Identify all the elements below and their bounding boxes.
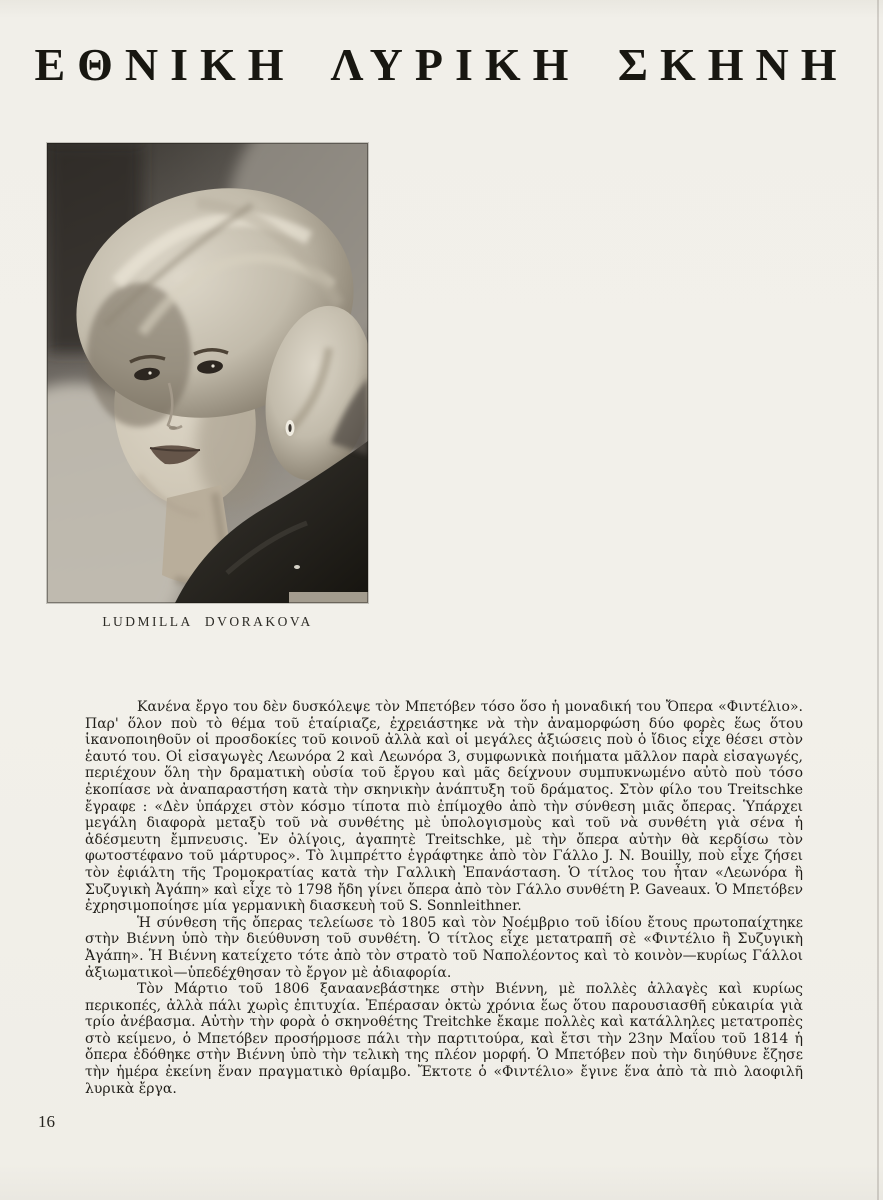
paragraph-1: Κανένα ἔργο του δὲν δυσκόλεψε τὸν Μπετόβεν τόσο ὅσο ἡ μοναδική του Ὄπερα «Φιντέλιο». Παρ' ὅλον ποὺ τὸ θέμα τοῦ ἑταίριαζε, ἐχρειάστηκε νὰ τὴν ἀναμορφώση δύο φορὲς ἕως ὅτου ἱκανοποιηθοῦν οἱ προσδοκίες τοῦ κοινοῦ ἀλλὰ καὶ οἱ μεγάλες ἀξιώσεις ποὺ ὁ ἴδιος εἶχε θέσει στὸν ἑαυτό του. Οἱ εἰσαγωγὲς Λεωνόρα 2 καὶ Λεωνόρα 3, συμφωνικὰ ποιήματα μᾶλλον παρὰ εἰσαγωγές, περιέχουν ὅλη τὴν δραματικὴ οὐσία τοῦ ἔργου καὶ μᾶς δείχνουν συμπυκνωμένο αὐτὸ ποὺ τόσο ἐκοπίασε νὰ ἀναπαραστήση κατὰ τὴν σκηνικὴν ἀνάπτυξη τοῦ δράματος. Στὸν φίλο του Treitschke ἔγραφε : «Δὲν ὑπάρχει στὸν κόσμο τίποτα πιὸ ἐπίμοχθο ἀπὸ τὴν σύνθεση μιᾶς ὄπερας. Ὑπάρχει μεγάλη διαφορὰ μεταξὺ τοῦ νὰ συνθέτης μὲ ὑπολογισμοὺς καὶ τοῦ νὰ συνθέτη γιὰ σένα ἡ ἀδέσμευτη ἔμπνευσις. Ἐν ὀλίγοις, ἀγαπητὲ Treitschke, μὲ τὴν ὄπερα αὐτὴν θὰ κερδίσω τὸν φωτοστέφανο τοῦ μάρτυρος». Τὸ λιμπρέττο ἐγράφτηκε ἀπὸ τὸν Γάλλο J. N. Bouilly, ποὺ εἶχε ζήσει τὸν ἐφιάλτη τῆς Τρομοκρατίας κατὰ τὴν Γαλλικὴ Ἐπανάσταση. Ὁ τίτλος του ἦταν «Λεωνόρα ἢ Συζυγικὴ Ἀγάπη» καὶ εἶχε τὸ 1798 ἤδη γίνει ὄπερα ἀπὸ τὸν Γάλλο συνθέτη P. Gaveaux. Ὁ Μπετόβεν ἐχρησιμοποίησε μία γερμανικὴ διασκευὴ τοῦ S. Sonnleithner. [85, 699, 803, 915]
earring-shape [286, 420, 295, 436]
portrait-figure [47, 143, 368, 630]
paragraph-2: Ἡ σύνθεση τῆς ὄπερας τελείωσε τὸ 1805 καὶ τὸν Νοέμβριο τοῦ ἰδίου ἔτους πρωτοπαίχτηκε στὴν Βιέννη ὑπὸ τὴν διεύθυνση τοῦ συνθέτη. Ὁ τίτλος εἶχε μετατραπῆ σὲ «Φιντέλιο ἢ Συζυγικὴ Ἀγάπη». Ἡ Βιέννη κατείχετο τότε ἀπὸ τὸν στρατὸ τοῦ Ναπολέοντος καὶ τὸ κοινὸν—κυρίως Γάλλοι ἀξιωματικοὶ—ὑπεδέχθησαν τὸ ἔργον μὲ ἀδιαφορία. [85, 914, 803, 981]
portrait-caption: LUDMILLA DVORAKOVA [102, 614, 313, 629]
paragraph-3: Τὸν Μάρτιο τοῦ 1806 ξαναανεβάστηκε στὴν Βιέννη, μὲ πολλὲς ἀλλαγὲς καὶ κυρίως περικοπές, ἀλλὰ πάλι χωρὶς ἐπιτυχία. Ἐπέρασαν ὀκτὼ χρόνια ἕως ὅτου παρουσιασθῆ εὐκαιρία γιὰ τρίο ἀνέβασμα. Αὐτὴν τὴν φορὰ ὁ σκηνοθέτης Treitchke ἔκαμε πολλὲς καὶ κατάλληλες μετατροπὲς στὸ κείμενο, ὁ Μπετόβεν προσήρμοσε πάλι τὴν παρτιτούρα, καὶ ἔτσι τὴν 23ην Μαΐου τοῦ 1814 ἡ ὄπερα ἐδόθηκε στὴν Βιέννη ὑπὸ τὴν τελικὴ της πλέον μορφή. Ὁ Μπετόβεν ποὺ τὴν διηύθυνε ἔζησε τὴν ἡμέρα ἐκείνη ἕναν πραγματικὸ θρίαμβο. Ἔκτοτε ὁ «Φιντέλιο» ἔγινε ἕνα ἀπὸ τὰ πιὸ λαοφιλῆ λυρικὰ ἔργα. [85, 981, 803, 1097]
article-text [85, 699, 803, 1097]
scan-edge-line [877, 0, 879, 1200]
page-number: 16 [38, 1112, 55, 1131]
portrait-photo [47, 143, 368, 603]
page-title: ΕΘΝΙΚΗ ΛΥΡΙΚΗ ΣΚΗΝΗ [34, 39, 849, 90]
